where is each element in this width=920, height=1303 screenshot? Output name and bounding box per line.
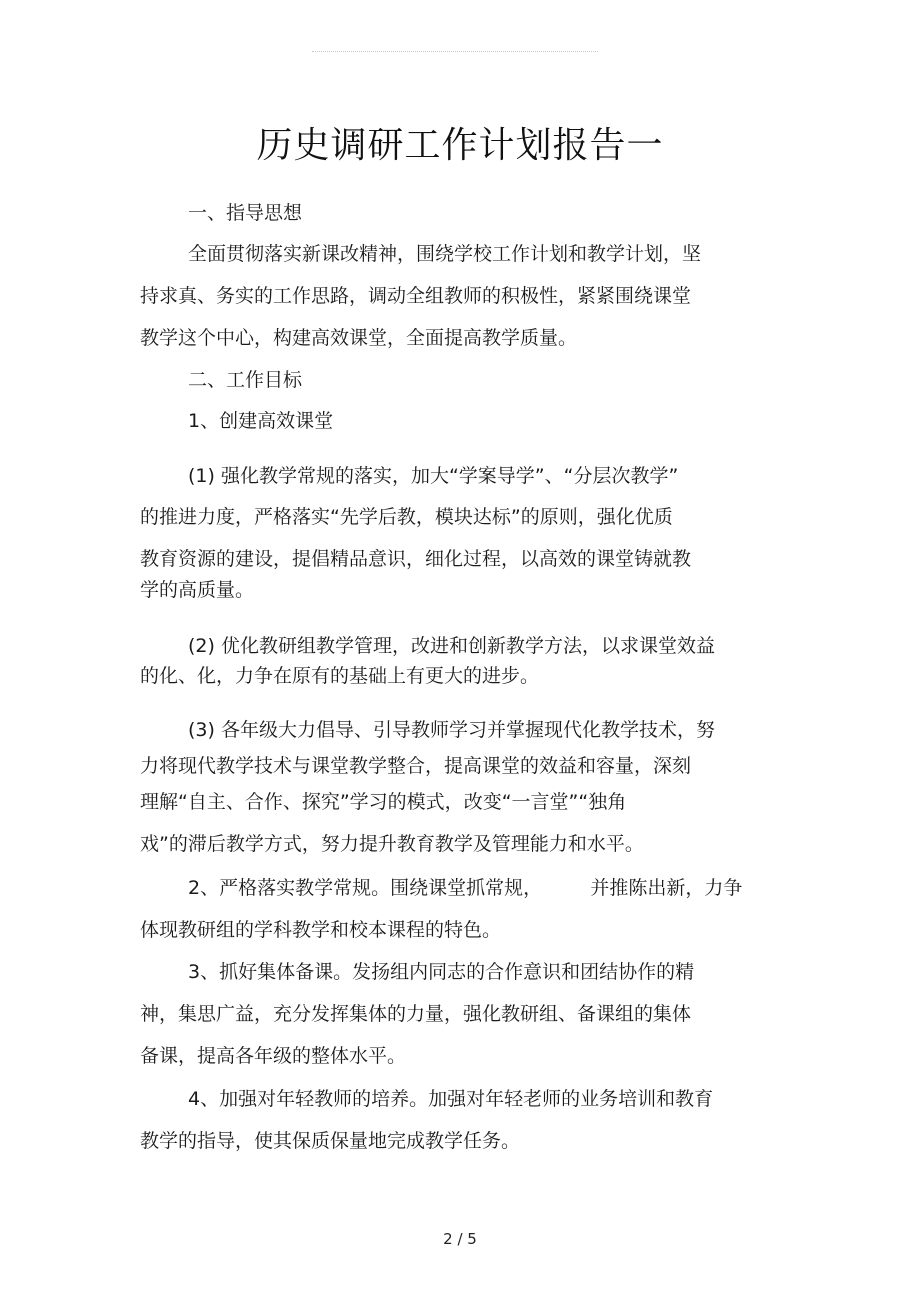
paragraph-line: 力将现代教学技术与课堂教学整合，提高课堂的效益和容量，深刻 [140, 755, 692, 777]
page-title: 历史调研工作计划报告一 [256, 125, 664, 166]
paragraph-line: 4、加强对年轻教师的培养。加强对年轻老师的业务培训和教育 [188, 1088, 714, 1110]
paragraph-line: 的化、化，力争在原有的基础上有更大的进步。 [140, 665, 540, 687]
paragraph-line: 神，集思广益，充分发挥集体的力量，强化教研组、备课组的集体 [140, 1003, 692, 1025]
paragraph-line: 的推进力度，严格落实“先学后教，模块达标”的原则，强化优质 [140, 506, 673, 528]
paragraph-line: (2) 优化教研组教学管理，改进和创新教学方法，以求课堂效益 [188, 635, 715, 657]
paragraph-line: 理解“自主、合作、探究”学习的模式，改变“一言堂”“独角 [140, 791, 627, 813]
page-number: 2 / 5 [443, 1230, 477, 1248]
paragraph-line: 备课，提高各年级的整体水平。 [140, 1045, 407, 1067]
paragraph-line: 学的高质量。 [140, 579, 255, 601]
section-heading: 一、指导思想 [188, 202, 303, 224]
paragraph-line: (3) 各年级大力倡导、引导教师学习并掌握现代化教学技术，努 [188, 719, 715, 741]
section-heading: 二、工作目标 [188, 369, 303, 391]
paragraph-line: 教育资源的建设，提倡精品意识，细化过程，以高效的课堂铸就教 [140, 548, 692, 570]
paragraph-line: 教学这个中心，构建高效课堂，全面提高教学质量。 [140, 327, 578, 349]
paragraph-line: 教学的指导，使其保质保量地完成教学任务。 [140, 1130, 521, 1152]
paragraph-line: 2、严格落实教学常规。围绕课堂抓常规， 并推陈出新，力争 [188, 877, 743, 899]
header-divider [312, 51, 598, 52]
paragraph-line: 持求真、务实的工作思路，调动全组教师的积极性，紧紧围绕课堂 [140, 285, 692, 307]
paragraph-line: (1) 强化教学常规的落实，加大“学案导学”、“分层次教学” [188, 465, 679, 487]
paragraph-line: 3、抓好集体备课。发扬组内同志的合作意识和团结协作的精 [188, 961, 695, 983]
paragraph-line: 体现教研组的学科教学和校本课程的特色。 [140, 919, 502, 941]
paragraph-line: 全面贯彻落实新课改精神，围绕学校工作计划和教学计划，坚 [188, 243, 702, 265]
subsection-heading: 1、创建高效课堂 [188, 410, 334, 432]
paragraph-line: 戏”的滞后教学方式，努力提升教育教学及管理能力和水平。 [140, 833, 644, 855]
